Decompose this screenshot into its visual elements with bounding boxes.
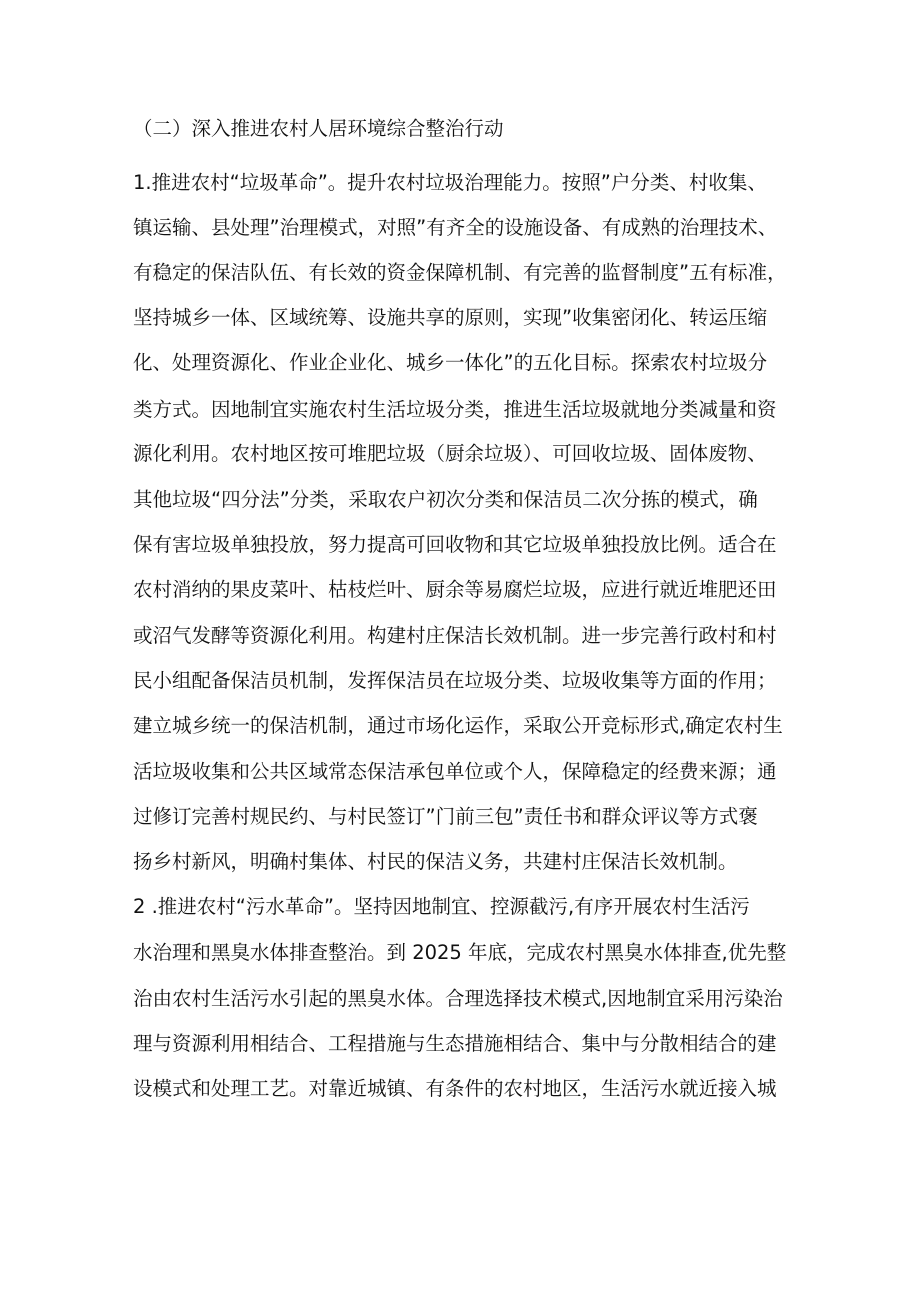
paragraph-line: 理与资源利用相结合、工程措施与生态措施相结合、集中与分散相结合的建	[133, 1032, 777, 1055]
paragraph-line: 有稳定的保洁队伍、有长效的资金保障机制、有完善的监督制度”五有标准，	[133, 261, 787, 284]
paragraph-line: 坚持城乡一体、区域统筹、设施共享的原则，实现”收集密闭化、转运压缩	[133, 306, 768, 329]
paragraph-line: 1.推进农村“垃圾革命”。提升农村垃圾治理能力。按照”户分类、村收集、	[133, 171, 767, 194]
paragraph-line: 民小组配备保洁员机制，发挥保洁员在垃圾分类、垃圾收集等方面的作用；	[133, 669, 777, 692]
paragraph-line: 或沼气发酵等资源化利用。构建村庄保洁长效机制。进一步完善行政村和村	[133, 624, 777, 647]
paragraph-line: 水治理和黑臭水体排查整治。到 2025 年底，完成农村黑臭水体排查,优先整	[133, 941, 787, 964]
paragraph-line: 保有害垃圾单独投放，努力提高可回收物和其它垃圾单独投放比例。适合在	[133, 533, 777, 556]
paragraph-line: 建立城乡统一的保洁机制，通过市场化运作，采取公开竞标形式,确定农村生	[133, 714, 783, 737]
paragraph-line: 其他垃圾“四分法”分类，采取农户初次分类和保洁员二次分拣的模式，确	[133, 488, 758, 511]
paragraph-line: 源化利用。农村地区按可堆肥垃圾（厨余垃圾）、可回收垃圾、固体废物、	[133, 442, 767, 465]
paragraph-line: 设模式和处理工艺。对靠近城镇、有条件的农村地区，生活污水就近接入城	[133, 1077, 777, 1100]
paragraph-line: 治由农村生活污水引起的黑臭水体。合理选择技术模式,因地制宜采用污染治	[133, 987, 783, 1010]
paragraph-line: 活垃圾收集和公共区域常态保洁承包单位或个人，保障稳定的经费来源；通	[133, 760, 777, 783]
paragraph-line: 过修订完善村规民约、与村民签订”门前三包”责任书和群众评议等方式褒	[133, 805, 758, 828]
paragraph-line: 类方式。因地制宜实施农村生活垃圾分类，推进生活垃圾就地分类减量和资	[133, 398, 777, 421]
section-heading: （二）深入推进农村人居环境综合整治行动	[133, 117, 504, 140]
paragraph-line: 扬乡村新风，明确村集体、村民的保洁义务，共建村庄保洁长效机制。	[133, 850, 738, 873]
paragraph-line: 农村消纳的果皮菜叶、枯枝烂叶、厨余等易腐烂垃圾，应进行就近堆肥还田	[133, 578, 777, 601]
paragraph-line: 2 .推进农村“污水革命”。坚持因地制宜、控源截污,有序开展农村生活污	[133, 895, 750, 918]
paragraph-line: 化、处理资源化、作业企业化、城乡一体化”的五化目标。探索农村垃圾分	[133, 351, 768, 374]
paragraph-line: 镇运输、县处理”治理模式，对照”有齐全的设施设备、有成熟的治理技术、	[133, 216, 778, 239]
